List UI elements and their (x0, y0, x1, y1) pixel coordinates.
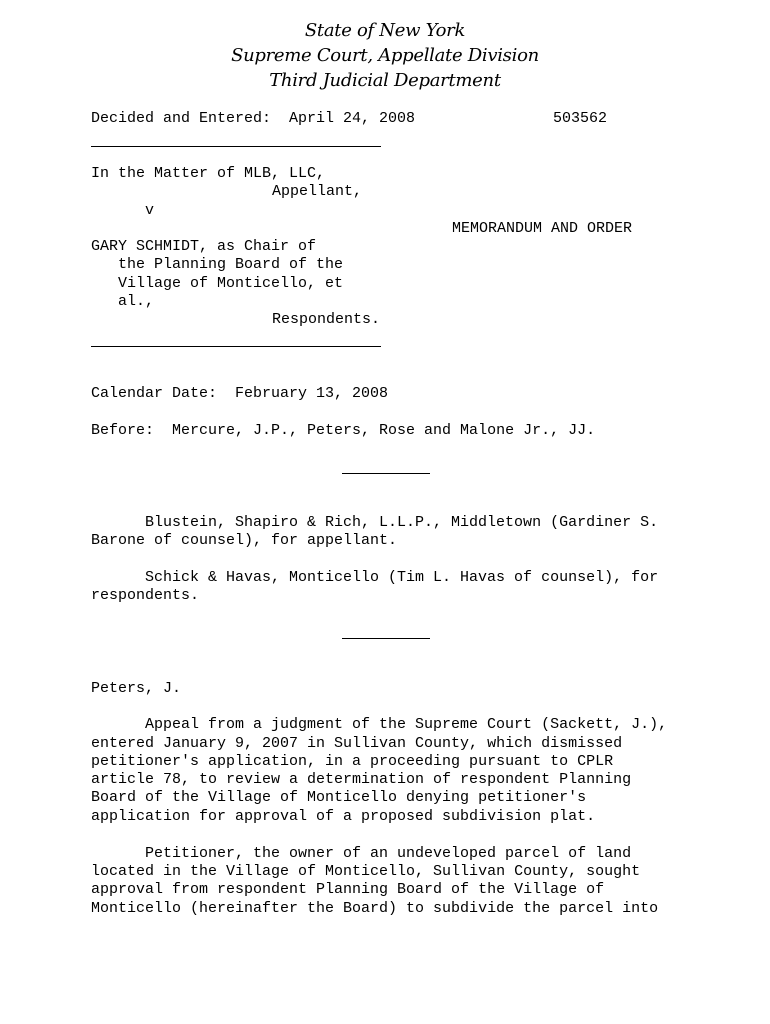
counsel-respondents-line-2: respondents. (91, 587, 200, 604)
paragraph-1-line-2: entered January 9, 2007 in Sullivan County, which dismissed (91, 735, 623, 752)
paragraph-1-line-6: application for approval of a proposed subdivision plat. (91, 808, 596, 825)
paragraph-1-line-1: Appeal from a judgment of the Supreme Court (Sackett, J.), (145, 716, 668, 733)
order-type: MEMORANDUM AND ORDER (452, 220, 633, 237)
caption-respondents-label: Respondents. (272, 311, 381, 328)
counsel-appellant-line-1: Blustein, Shapiro & Rich, L.L.P., Middletown (Gardiner S. (145, 514, 659, 531)
caption-top-rule (91, 146, 381, 147)
section-divider-2 (342, 638, 430, 639)
paragraph-2-line-3: approval from respondent Planning Board of the Village of (91, 881, 605, 898)
paragraph-2-line-1: Petitioner, the owner of an undeveloped parcel of land (145, 845, 632, 862)
counsel-appellant-line-2: Barone of counsel), for appellant. (91, 532, 398, 549)
paragraph-2-line-2: located in the Village of Monticello, Sullivan County, sought (91, 863, 641, 880)
paragraph-1-line-5: Board of the Village of Monticello denying petitioner's (91, 789, 587, 806)
paragraph-1-line-4: article 78, to review a determination of respondent Planning (91, 771, 632, 788)
counsel-respondents-line-1: Schick & Havas, Monticello (Tim L. Havas of counsel), for (145, 569, 659, 586)
caption-matter: In the Matter of MLB, LLC, (91, 165, 326, 182)
caption-versus: v (145, 202, 155, 219)
caption-respondent-4: al., (118, 293, 155, 310)
header-department: Third Judicial Department (269, 70, 501, 91)
opinion-author: Peters, J. (91, 680, 182, 697)
caption-appellant: Appellant, (272, 183, 363, 200)
section-divider-1 (342, 473, 430, 474)
calendar-date: Calendar Date: February 13, 2008 (91, 385, 389, 402)
panel-before: Before: Mercure, J.P., Peters, Rose and Malone Jr., JJ. (91, 422, 596, 439)
caption-respondent-3: Village of Monticello, et (118, 275, 344, 292)
header-state: State of New York (304, 20, 466, 41)
header-court: Supreme Court, Appellate Division (231, 45, 539, 66)
decided-entered: Decided and Entered: April 24, 2008 (91, 110, 416, 127)
caption-respondent-2: the Planning Board of the (118, 256, 344, 273)
docket-number: 503562 (553, 110, 608, 127)
paragraph-1-line-3: petitioner's application, in a proceeding pursuant to CPLR (91, 753, 614, 770)
caption-respondent-1: GARY SCHMIDT, as Chair of (91, 238, 317, 255)
paragraph-2-line-4: Monticello (hereinafter the Board) to subdivide the parcel into (91, 900, 659, 917)
caption-bottom-rule (91, 346, 381, 347)
